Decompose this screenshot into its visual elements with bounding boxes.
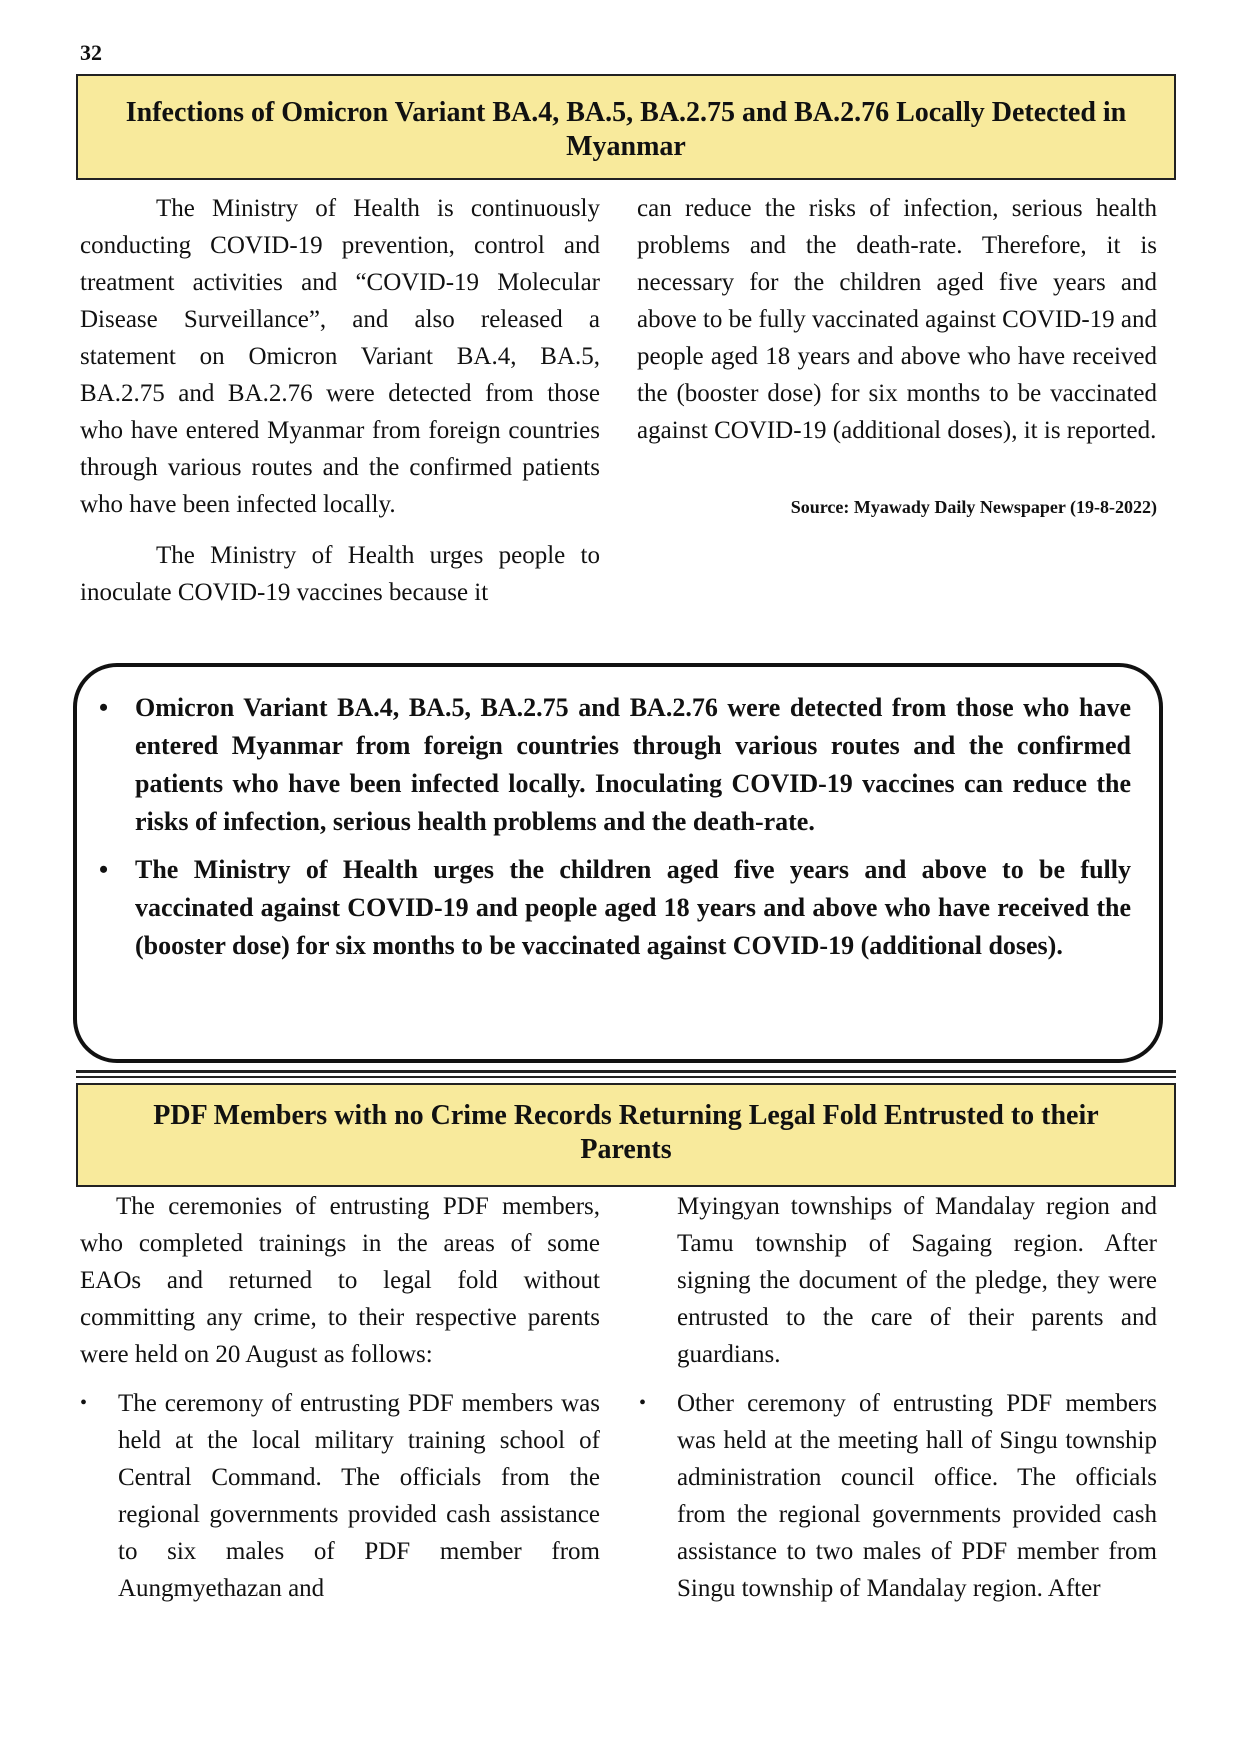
- list-item: [80, 1385, 600, 1607]
- bullet-icon: •: [99, 693, 109, 722]
- article-title-pdf: PDF Members with no Crime Records Returning Legal Fold Entrusted to their Parents: [76, 1083, 1176, 1187]
- article1-paragraph: The Ministry of Health is continuously conducting COVID-19 prevention, control and treatment activities and “COVID-19 Molecular Disease Surveillance”, and also released a statement on Omicron Variant BA.4, BA.5, BA.2.75 and BA.2.76 were detected from those who have entered Myanmar from foreign countries through various routes and the confirmed patients who have been infected locally.: [80, 195, 600, 518]
- article1-right-column: [637, 190, 1157, 526]
- article2-bullet-list: [80, 1385, 600, 1607]
- article1-source: Source: Myawady Daily Newspaper (19-8-2022): [790, 497, 1157, 517]
- summary-item: [99, 689, 1131, 841]
- list-item-text: The ceremony of entrusting PDF members was held at the local military training school of Central Command. The officials from the regional governments provided cash assistance to six males of PDF member from Aungmyethazan and: [118, 1390, 600, 1602]
- summary-item-text: The Ministry of Health urges the children aged five years and above to be fully vaccinated against COVID-19 and people aged 18 years and above who have received the (booster dose) for six months to be vaccinated against COVID-19 (additional doses).: [135, 855, 1131, 960]
- bullet-icon: •: [99, 855, 109, 884]
- bullet-icon: •: [639, 1392, 647, 1414]
- article1-left-column: [80, 190, 600, 611]
- summary-item: [99, 851, 1131, 965]
- article2-paragraph: Myingyan townships of Mandalay region and Tamu township of Sagaing region. After signing the document of the pledge, they were entrusted to the care of their parents and guardians.: [677, 1193, 1157, 1368]
- summary-item-text: Omicron Variant BA.4, BA.5, BA.2.75 and BA.2.76 were detected from those who have entered Myanmar from foreign countries through various routes and the confirmed patients who have been infected locally. Inoculating COVID-19 vaccines can reduce the risks of infection, serious health problems and the death-rate.: [135, 693, 1131, 836]
- page-number: 32: [80, 40, 102, 65]
- article2-right-column: [639, 1188, 1157, 1607]
- list-item-text: Other ceremony of entrusting PDF members was held at the meeting hall of Singu township administration council office. The officials from the regional governments provided cash assistance to two males of PDF member from Singu township of Mandalay region. After: [677, 1390, 1157, 1602]
- article-title-omicron: Infections of Omicron Variant BA.4, BA.5, BA.2.75 and BA.2.76 Locally Detected in Myanmar: [76, 74, 1176, 180]
- summary-list: [99, 689, 1131, 965]
- article2-bullet-list: [639, 1385, 1157, 1607]
- summary-box: [73, 663, 1163, 1063]
- article1-paragraph: can reduce the risks of infection, serious health problems and the death-rate. Therefore, it is necessary for the children aged five years and above to be fully vaccinated against COVID-19 and people aged 18 years and above who have received the (booster dose) for six months to be vaccinated against COVID-19 (additional doses), it is reported.: [637, 195, 1157, 444]
- list-item: [639, 1385, 1157, 1607]
- section-divider: [76, 1070, 1176, 1078]
- bullet-icon: •: [80, 1392, 88, 1414]
- article2-intro: The ceremonies of entrusting PDF members, who completed trainings in the areas of some EAOs and returned to legal fold without committing any crime, to their respective parents were held on 20 August as follows:: [80, 1193, 600, 1368]
- article1-paragraph: The Ministry of Health urges people to inoculate COVID-19 vaccines because it: [80, 542, 600, 606]
- article2-left-column: [80, 1188, 600, 1607]
